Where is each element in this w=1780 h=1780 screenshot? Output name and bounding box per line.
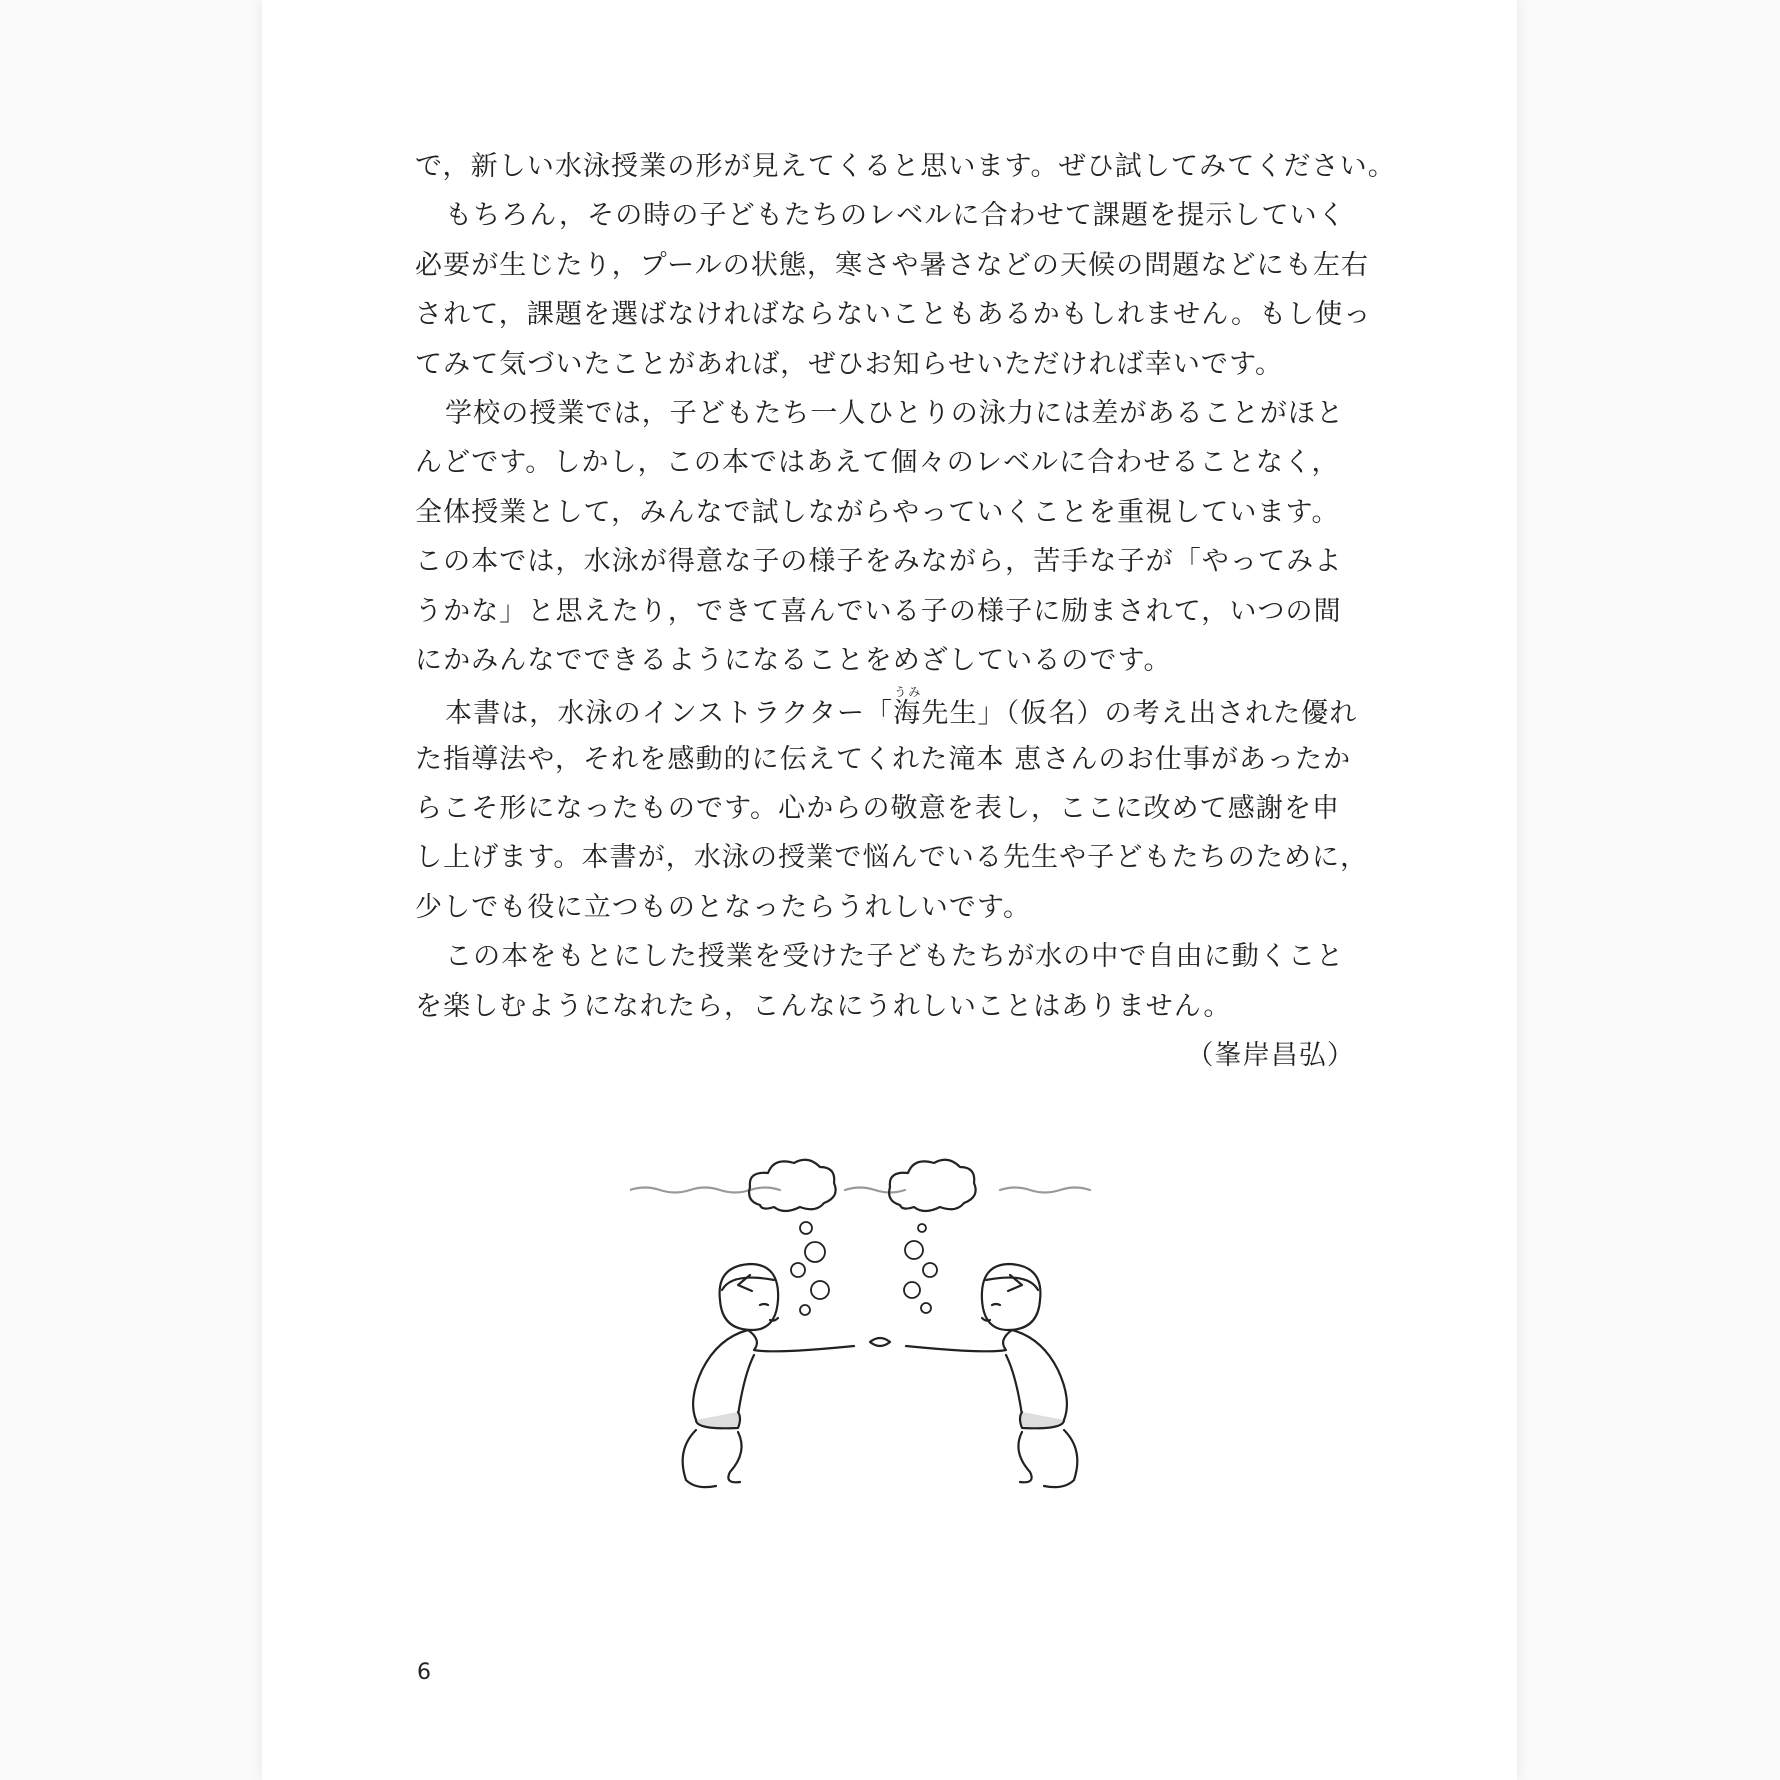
ruby-reading: うみ	[893, 685, 922, 700]
kid-right	[906, 1264, 1077, 1487]
kid-left	[683, 1264, 854, 1487]
author-signature: （峯岸昌弘）	[1186, 1040, 1355, 1072]
ruby-base: 海	[893, 698, 922, 730]
text-line: てみて気づいたことがあれば，ぜひお知らせいただければ幸いです。	[415, 348, 1284, 380]
swimming-kids-illustration	[630, 1150, 1130, 1510]
bubbles	[791, 1222, 937, 1315]
page-number: 6	[417, 1660, 431, 1685]
text-line: で，新しい水泳授業の形が見えてくると思います。ぜひ試してみてください。	[415, 151, 1396, 182]
text-line: 全体授業として，みんなで試しながらやっていくことを重視しています。	[415, 496, 1340, 528]
text-line-with-ruby	[415, 685, 1358, 734]
text-line: し上げます。本書が，水泳の授業で悩んでいる先生や子どもたちのために，	[415, 842, 1369, 874]
text-line: 必要が生じたり，プールの状態，寒さや暑さなどの天候の問題などにも左右	[415, 249, 1370, 281]
text-line: た指導法や，それを感動的に伝えてくれた滝本 恵さんのお仕事があったか	[415, 743, 1352, 775]
text-line: この本をもとにした授業を受けた子どもたちが水の中で自由に動くこと	[445, 941, 1345, 973]
text-line: 学校の授業では，子どもたち一人ひとりの泳力には差があることがほと	[445, 397, 1345, 429]
body-text	[415, 142, 1396, 1080]
hands-joined	[870, 1338, 890, 1346]
book-page	[262, 0, 1517, 1780]
text-segment: 先生」（仮名）の考え出された優れ	[921, 698, 1358, 730]
text-line: この本では，水泳が得意な子の様子をみながら，苦手な子が「やってみよ	[415, 546, 1343, 578]
water-surface-line	[630, 1188, 1090, 1193]
text-line: を楽しむようになれたら，こんなにうれしいことはありません。	[415, 990, 1232, 1022]
text-segment: 本書は，水泳のインストラクター「	[445, 698, 894, 730]
text-line: 少しでも役に立つものとなったらうれしいです。	[415, 891, 1032, 923]
text-line: もちろん，その時の子どもたちのレベルに合わせて課題を提示していく	[445, 200, 1346, 232]
text-line: らこそ形になったものです。心からの敬意を表し，ここに改めて感謝を申	[415, 793, 1341, 825]
text-line: うかな」と思えたり，できて喜んでいる子の様子に励まされて，いつの間	[415, 595, 1342, 627]
thought-cloud-icon	[889, 1160, 976, 1211]
text-line: んどです。しかし，この本ではあえて個々のレベルに合わせることなく，	[415, 447, 1340, 479]
ruby-word	[893, 685, 922, 730]
text-line: にかみんなでできるようになることをめざしているのです。	[415, 644, 1172, 676]
text-line: されて，課題を選ばなければならないこともあるかもしれません。もし使っ	[415, 299, 1372, 331]
thought-cloud-icon	[749, 1160, 836, 1211]
